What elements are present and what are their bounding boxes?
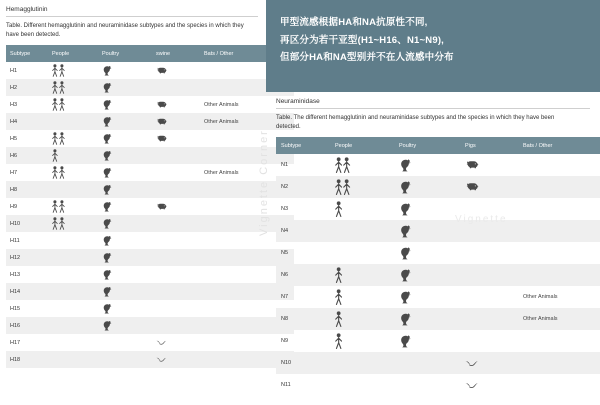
cell-poultry [98, 147, 152, 164]
cell-people [48, 113, 98, 130]
column-header-bats-other: Bats / Other [200, 45, 294, 62]
table-row [276, 330, 600, 352]
cell-poultry [98, 317, 152, 334]
cell-people [48, 317, 98, 334]
cell-pigs [152, 79, 200, 96]
cell-people [48, 351, 98, 368]
person-icon [335, 333, 389, 349]
pig-icon [156, 117, 196, 126]
cell-subtype: N1 [281, 162, 289, 168]
cell-pigs [460, 154, 518, 176]
duck-icon [102, 183, 148, 196]
chinese-banner [266, 0, 600, 92]
neuraminidase-section-title: Neuraminidase [276, 98, 590, 109]
table-row [6, 62, 294, 79]
table-header-row [276, 137, 600, 154]
cell-pigs [460, 198, 518, 220]
people-icon [52, 200, 94, 213]
duck-icon [102, 302, 148, 315]
cell-people [48, 283, 98, 300]
cell-bats-other: Other Animals [523, 294, 558, 300]
cell-subtype: H4 [6, 113, 48, 130]
column-header-subtype: Subtype [6, 45, 48, 62]
table-row [276, 352, 600, 374]
cell-bats-other [518, 352, 600, 374]
cell-bats-other [518, 330, 600, 352]
cell-bats-other: Other Animals [204, 169, 239, 176]
cell-subtype: H2 [6, 79, 48, 96]
cell-poultry [98, 113, 152, 130]
bat-icon [465, 381, 513, 390]
table-row [6, 147, 294, 164]
cell-bats-other [518, 374, 600, 396]
duck-icon [399, 179, 455, 195]
pig-icon [465, 159, 513, 170]
bat-icon [156, 356, 196, 363]
banner-line-1: 甲型流感根据HA和NA抗原性不同, [280, 17, 428, 28]
neuraminidase-table-caption: Table. The different hemagglutinin and neuraminidase subtypes and the species in which they have been detected. [276, 115, 555, 130]
table-row [6, 130, 294, 147]
people-icon [52, 64, 94, 77]
cell-subtype: N5 [281, 250, 289, 256]
cell-people [330, 352, 394, 374]
cell-pigs [460, 264, 518, 286]
cell-poultry [98, 300, 152, 317]
table-row [276, 242, 600, 264]
cell-poultry [98, 62, 152, 79]
table-row [276, 374, 600, 396]
cell-poultry [98, 266, 152, 283]
cell-subtype: N4 [276, 220, 330, 242]
people-icon [52, 217, 94, 230]
person-icon [335, 289, 389, 305]
cell-poultry [394, 286, 460, 308]
duck-icon [399, 157, 455, 173]
table-row [6, 79, 294, 96]
cell-poultry [394, 374, 460, 396]
table-row [6, 317, 294, 334]
duck-icon [399, 333, 455, 349]
column-header-people: People [48, 45, 98, 62]
neuraminidase-panel [266, 92, 600, 405]
cell-bats-other [518, 264, 600, 286]
cell-poultry [394, 220, 460, 242]
duck-icon [102, 268, 148, 281]
cell-people [48, 164, 98, 181]
table-row [6, 215, 294, 232]
cell-people [330, 154, 394, 176]
column-header-subtype: Subtype [276, 137, 330, 154]
table-row [276, 220, 600, 242]
cell-subtype: N7 [281, 294, 289, 300]
cell-people [48, 249, 98, 266]
column-header-swine: swine [152, 45, 200, 62]
duck-icon [102, 132, 148, 145]
cell-poultry [394, 308, 460, 330]
cell-subtype: N6 [276, 264, 330, 286]
cell-pigs [460, 352, 518, 374]
cell-bats-other: Other Animals [200, 113, 294, 130]
cell-poultry [98, 351, 152, 368]
cell-pigs [460, 374, 518, 396]
cell-pigs [460, 308, 518, 330]
cell-bats-other [518, 242, 600, 264]
cell-subtype: H1 [10, 67, 18, 74]
cell-pigs [152, 198, 200, 215]
bat-icon [465, 359, 513, 368]
table-row [6, 113, 294, 130]
cell-pigs [152, 215, 200, 232]
cell-poultry [98, 283, 152, 300]
cell-pigs [460, 286, 518, 308]
cell-subtype: H11 [10, 237, 20, 244]
duck-icon [102, 81, 148, 94]
person-icon [52, 149, 94, 162]
pig-icon [465, 181, 513, 192]
cell-people [48, 215, 98, 232]
cell-poultry [98, 181, 152, 198]
cell-pigs [152, 266, 200, 283]
duck-icon [399, 245, 455, 261]
cell-pigs [460, 242, 518, 264]
cell-people [330, 330, 394, 352]
cell-people [48, 62, 98, 79]
cell-people [48, 334, 98, 351]
duck-icon [102, 98, 148, 111]
table-row [276, 264, 600, 286]
duck-icon [399, 311, 455, 327]
right-panel [266, 0, 600, 405]
hemagglutinin-section-title: Hemagglutinin [6, 6, 258, 17]
cell-pigs [460, 330, 518, 352]
cell-poultry [394, 176, 460, 198]
cell-poultry [98, 130, 152, 147]
cell-poultry [98, 96, 152, 113]
cell-poultry [394, 264, 460, 286]
duck-icon [102, 149, 148, 162]
duck-icon [399, 267, 455, 283]
cell-pigs [152, 164, 200, 181]
hemagglutinin-table [6, 45, 294, 368]
duck-icon [102, 319, 148, 332]
duck-icon [399, 223, 455, 239]
cell-poultry [394, 242, 460, 264]
cell-people [48, 96, 98, 113]
cell-pigs [152, 181, 200, 198]
duck-icon [399, 289, 455, 305]
cell-pigs [460, 220, 518, 242]
table-row [6, 181, 294, 198]
hemagglutinin-table-caption: Table. Different hemagglutinin and neuraminidase subtypes and the species in which they have been detected. [6, 23, 244, 38]
table-row [6, 300, 294, 317]
cell-pigs [152, 130, 200, 147]
cell-subtype: H10 [6, 215, 48, 232]
neuraminidase-table-head [276, 137, 600, 154]
table-row [6, 283, 294, 300]
cell-subtype: H16 [6, 317, 48, 334]
cell-pigs [152, 113, 200, 130]
duck-icon [102, 64, 148, 77]
cell-pigs [152, 351, 200, 368]
table-row [276, 198, 600, 220]
cell-subtype: H15 [10, 305, 21, 312]
cell-people [330, 198, 394, 220]
cell-poultry [98, 198, 152, 215]
column-header-bats-other: Bats / Other [518, 137, 600, 154]
cell-poultry [98, 334, 152, 351]
column-header-poultry: Poultry [394, 137, 460, 154]
pig-icon [156, 134, 196, 143]
cell-pigs [152, 334, 200, 351]
duck-icon [102, 285, 148, 298]
bat-icon [156, 339, 196, 346]
neuraminidase-table-body [276, 154, 600, 396]
cell-subtype: H8 [6, 181, 48, 198]
cell-subtype: N8 [276, 308, 330, 330]
cell-bats-other: Other Animals [518, 308, 600, 330]
table-row [276, 154, 600, 176]
cell-subtype: N3 [281, 206, 289, 212]
duck-icon [102, 166, 148, 179]
duck-icon [102, 200, 148, 213]
hemagglutinin-table-head [6, 45, 294, 62]
cell-subtype: H17 [10, 339, 21, 346]
cell-pigs [152, 317, 200, 334]
cell-pigs [152, 249, 200, 266]
cell-subtype: H3 [10, 101, 18, 108]
table-row [6, 351, 294, 368]
cell-people [48, 130, 98, 147]
duck-icon [102, 217, 148, 230]
cell-people [48, 232, 98, 249]
table-row [6, 96, 294, 113]
cell-people [330, 374, 394, 396]
duck-icon [399, 201, 455, 217]
cell-bats-other [518, 176, 600, 198]
cell-bats-other [518, 198, 600, 220]
watermark-left: Vignette Corner [258, 129, 270, 236]
cell-subtype: H12 [6, 249, 48, 266]
people-icon [52, 166, 94, 179]
duck-icon [102, 115, 148, 128]
table-row [6, 198, 294, 215]
people-icon [52, 132, 94, 145]
table-row [6, 334, 294, 351]
watermark-right: Vignette [455, 214, 508, 225]
cell-pigs [152, 62, 200, 79]
hemagglutinin-table-body [6, 62, 294, 368]
people-icon [52, 98, 94, 111]
pig-icon [156, 100, 196, 109]
banner-line-3: 但部分HA和NA型别并不在人流感中分布 [280, 52, 454, 64]
people-icon [52, 81, 94, 94]
cell-bats-other [518, 154, 600, 176]
cell-subtype: H6 [6, 147, 48, 164]
cell-poultry [98, 164, 152, 181]
cell-subtype: N2 [276, 176, 330, 198]
cell-people [330, 308, 394, 330]
table-header-row [6, 45, 294, 62]
pig-icon [156, 202, 196, 211]
people-icon [335, 157, 389, 173]
cell-people [330, 286, 394, 308]
cell-poultry [98, 215, 152, 232]
cell-people [48, 300, 98, 317]
cell-pigs [152, 147, 200, 164]
cell-subtype: N10 [276, 352, 330, 374]
cell-poultry [394, 330, 460, 352]
cell-subtype: H5 [10, 135, 18, 142]
cell-pigs [152, 283, 200, 300]
cell-poultry [394, 154, 460, 176]
cell-people [48, 266, 98, 283]
cell-people [330, 220, 394, 242]
cell-people [48, 147, 98, 164]
cell-subtype: H13 [10, 271, 21, 278]
table-row [6, 266, 294, 283]
column-header-people: People [330, 137, 394, 154]
cell-pigs [152, 232, 200, 249]
cell-people [330, 242, 394, 264]
banner-line-2: 再区分为若干亚型(H1~H16、N1~N9), [280, 34, 445, 46]
cell-poultry [98, 232, 152, 249]
cell-bats-other: Other Animals [204, 101, 239, 108]
duck-icon [102, 234, 148, 247]
cell-subtype: H18 [6, 351, 48, 368]
cell-poultry [98, 79, 152, 96]
cell-pigs [460, 176, 518, 198]
column-header-poultry: Poultry [98, 45, 152, 62]
cell-people [330, 176, 394, 198]
duck-icon [102, 251, 148, 264]
cell-people [48, 79, 98, 96]
cell-subtype: H14 [6, 283, 48, 300]
person-icon [335, 267, 389, 283]
cell-bats-other [518, 220, 600, 242]
cell-people [330, 264, 394, 286]
people-icon [335, 179, 389, 195]
cell-people [48, 181, 98, 198]
neuraminidase-table [276, 137, 600, 396]
person-icon [335, 311, 389, 327]
cell-people [48, 198, 98, 215]
pig-icon [156, 66, 196, 75]
table-row [6, 232, 294, 249]
person-icon [335, 201, 389, 217]
column-header-pigs: Pigs [460, 137, 518, 154]
cell-pigs [152, 300, 200, 317]
table-row [276, 286, 600, 308]
table-row [276, 176, 600, 198]
cell-subtype: H7 [10, 169, 18, 176]
table-row [6, 249, 294, 266]
table-row [276, 308, 600, 330]
cell-subtype: N9 [281, 338, 289, 344]
cell-poultry [394, 198, 460, 220]
hemagglutinin-panel [0, 0, 262, 405]
cell-subtype: N11 [281, 382, 291, 388]
cell-poultry [98, 249, 152, 266]
cell-subtype: H9 [10, 203, 18, 210]
cell-pigs [152, 96, 200, 113]
cell-poultry [394, 352, 460, 374]
table-row [6, 164, 294, 181]
